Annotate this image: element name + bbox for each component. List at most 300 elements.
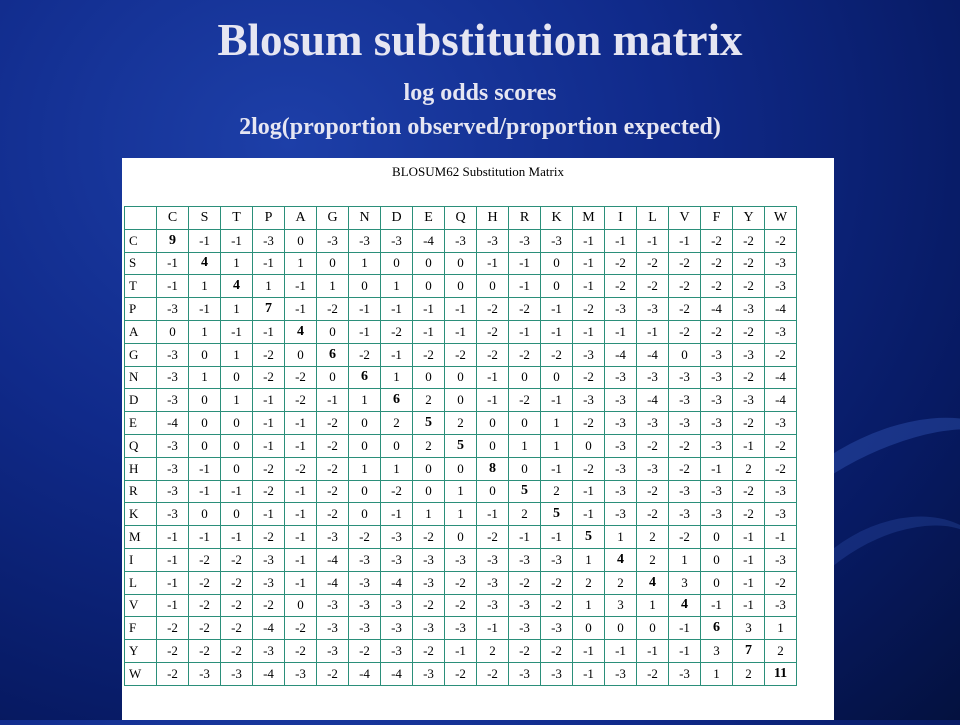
table-cell: 0	[445, 526, 477, 549]
table-cell: -3	[605, 662, 637, 685]
diagonal-cell: 4	[669, 594, 701, 617]
table-cell: -3	[317, 640, 349, 663]
table-cell: -2	[317, 434, 349, 457]
table-cell: -2	[509, 298, 541, 321]
column-header: Q	[445, 207, 477, 230]
table-cell: -4	[253, 617, 285, 640]
table-cell: -3	[669, 366, 701, 389]
table-cell: -3	[765, 503, 797, 526]
table-cell: 1	[317, 275, 349, 298]
column-header: R	[509, 207, 541, 230]
table-cell: 1	[637, 594, 669, 617]
table-cell: -2	[541, 594, 573, 617]
table-cell: -1	[157, 275, 189, 298]
slide-subtitle-formula: 2log(proportion observed/proportion expected)	[239, 114, 721, 140]
table-cell: -3	[253, 640, 285, 663]
table-cell: 0	[413, 252, 445, 275]
table-cell: 1	[509, 434, 541, 457]
row-header: L	[125, 571, 157, 594]
table-cell: -1	[253, 434, 285, 457]
table-row	[125, 229, 797, 252]
table-cell: -1	[381, 298, 413, 321]
table-cell: -1	[285, 503, 317, 526]
table-cell: -3	[157, 457, 189, 480]
table-cell: -3	[477, 229, 509, 252]
row-header: H	[125, 457, 157, 480]
slide-subtitle: log odds scores	[403, 80, 557, 106]
table-cell: 2	[541, 480, 573, 503]
table-cell: -3	[317, 617, 349, 640]
table-cell: -3	[349, 617, 381, 640]
table-cell: 0	[157, 320, 189, 343]
table-cell: -2	[413, 343, 445, 366]
table-cell: -2	[253, 366, 285, 389]
table-cell: 0	[285, 594, 317, 617]
table-cell: -1	[733, 594, 765, 617]
table-cell: -3	[701, 389, 733, 412]
table-cell: 0	[701, 571, 733, 594]
table-row	[125, 320, 797, 343]
matrix-title: BLOSUM62 Substitution Matrix	[392, 164, 564, 179]
table-cell: 2	[637, 548, 669, 571]
table-cell: -2	[509, 640, 541, 663]
table-cell: -1	[637, 640, 669, 663]
table-cell: -3	[157, 343, 189, 366]
table-cell: -1	[157, 252, 189, 275]
table-cell: 0	[509, 366, 541, 389]
table-cell: -3	[765, 480, 797, 503]
table-cell: -2	[381, 320, 413, 343]
table-row	[125, 275, 797, 298]
table-cell: -1	[253, 412, 285, 435]
table-cell: -3	[381, 617, 413, 640]
table-cell: -3	[221, 662, 253, 685]
table-cell: -2	[765, 434, 797, 457]
table-cell: -1	[477, 389, 509, 412]
table-row	[125, 503, 797, 526]
column-header: G	[317, 207, 349, 230]
table-cell: -1	[733, 571, 765, 594]
table-cell: 0	[541, 275, 573, 298]
table-cell: -1	[733, 434, 765, 457]
table-cell: -3	[541, 548, 573, 571]
table-cell: -1	[637, 320, 669, 343]
table-cell: -2	[733, 252, 765, 275]
table-cell: 0	[445, 366, 477, 389]
table-cell: -2	[477, 298, 509, 321]
table-cell: -1	[157, 548, 189, 571]
table-cell: -2	[765, 343, 797, 366]
table-cell: -4	[349, 662, 381, 685]
table-cell: -2	[221, 571, 253, 594]
column-header: T	[221, 207, 253, 230]
table-cell: -3	[349, 571, 381, 594]
table-cell: -2	[157, 662, 189, 685]
table-cell: -1	[253, 503, 285, 526]
table-cell: -1	[637, 229, 669, 252]
table-cell: -1	[477, 366, 509, 389]
table-cell: -2	[573, 457, 605, 480]
table-cell: -1	[285, 480, 317, 503]
table-cell: 2	[413, 389, 445, 412]
table-row	[125, 594, 797, 617]
table-cell: 1	[285, 252, 317, 275]
row-header: D	[125, 389, 157, 412]
table-cell: -3	[701, 503, 733, 526]
table-cell: -1	[445, 298, 477, 321]
table-cell: -2	[413, 594, 445, 617]
table-cell: -1	[733, 526, 765, 549]
table-cell: -3	[413, 662, 445, 685]
diagonal-cell: 5	[445, 434, 477, 457]
table-cell: -3	[605, 389, 637, 412]
table-cell: -1	[381, 343, 413, 366]
table-cell: -2	[701, 229, 733, 252]
table-cell: -2	[541, 571, 573, 594]
table-cell: -1	[701, 457, 733, 480]
table-cell: 0	[445, 389, 477, 412]
table-cell: 1	[221, 252, 253, 275]
table-cell: 1	[349, 389, 381, 412]
table-cell: -2	[317, 412, 349, 435]
table-cell: 0	[509, 412, 541, 435]
table-cell: -1	[573, 320, 605, 343]
table-cell: -2	[541, 343, 573, 366]
table-cell: 1	[413, 503, 445, 526]
table-cell: -2	[477, 320, 509, 343]
row-header: C	[125, 229, 157, 252]
table-cell: 1	[349, 252, 381, 275]
table-cell: 3	[701, 640, 733, 663]
table-cell: -3	[413, 617, 445, 640]
table-cell: 0	[221, 412, 253, 435]
table-cell: -3	[541, 229, 573, 252]
table-cell: 1	[669, 548, 701, 571]
diagonal-cell: 6	[317, 343, 349, 366]
matrix-panel	[122, 158, 834, 720]
table-cell: 0	[381, 434, 413, 457]
table-cell: -3	[573, 389, 605, 412]
table-cell: -2	[541, 640, 573, 663]
table-cell: 0	[477, 275, 509, 298]
table-cell: -1	[157, 526, 189, 549]
table-cell: -1	[509, 320, 541, 343]
table-cell: -1	[541, 526, 573, 549]
table-cell: -3	[669, 389, 701, 412]
table-cell: 2	[509, 503, 541, 526]
table-cell: -3	[509, 229, 541, 252]
table-cell: -3	[701, 343, 733, 366]
row-header: F	[125, 617, 157, 640]
table-cell: -2	[509, 343, 541, 366]
table-cell: 0	[221, 366, 253, 389]
table-body	[125, 229, 797, 685]
table-cell: 1	[445, 480, 477, 503]
table-cell: -2	[381, 480, 413, 503]
table-cell: -1	[445, 320, 477, 343]
table-cell: -3	[765, 320, 797, 343]
table-cell: -2	[733, 275, 765, 298]
diagonal-cell: 8	[477, 457, 509, 480]
table-row	[125, 366, 797, 389]
table-cell: 0	[189, 343, 221, 366]
table-cell: -1	[413, 298, 445, 321]
table-cell: -1	[541, 320, 573, 343]
table-cell: 0	[541, 366, 573, 389]
table-cell: -2	[733, 412, 765, 435]
table-cell: 2	[573, 571, 605, 594]
table-row	[125, 662, 797, 685]
table-cell: -3	[317, 229, 349, 252]
table-cell: -2	[189, 594, 221, 617]
row-header: N	[125, 366, 157, 389]
row-header: W	[125, 662, 157, 685]
table-cell: 0	[477, 434, 509, 457]
table-row	[125, 640, 797, 663]
table-cell: 0	[445, 252, 477, 275]
table-cell: -3	[509, 594, 541, 617]
table-cell: -3	[509, 662, 541, 685]
table-cell: -2	[253, 343, 285, 366]
table-row	[125, 571, 797, 594]
diagonal-cell: 5	[413, 412, 445, 435]
table-cell: -1	[573, 503, 605, 526]
table-cell: 1	[765, 617, 797, 640]
table-cell: -3	[157, 298, 189, 321]
table-row	[125, 412, 797, 435]
table-cell: 0	[669, 343, 701, 366]
table-cell: -3	[637, 298, 669, 321]
table-cell: -3	[637, 457, 669, 480]
table-cell: -3	[317, 526, 349, 549]
table-cell: -2	[253, 594, 285, 617]
table-cell: -4	[253, 662, 285, 685]
table-cell: -3	[765, 548, 797, 571]
table-cell: 1	[381, 275, 413, 298]
table-cell: -2	[477, 526, 509, 549]
column-header: H	[477, 207, 509, 230]
table-row	[125, 389, 797, 412]
row-header: T	[125, 275, 157, 298]
table-cell: -3	[445, 617, 477, 640]
row-header: M	[125, 526, 157, 549]
table-cell: -1	[349, 320, 381, 343]
column-header: Y	[733, 207, 765, 230]
table-cell: -1	[573, 662, 605, 685]
table-cell: 0	[317, 252, 349, 275]
table-cell: -3	[253, 548, 285, 571]
column-header: A	[285, 207, 317, 230]
table-cell: 0	[285, 229, 317, 252]
table-cell: -1	[349, 298, 381, 321]
table-cell: -3	[413, 548, 445, 571]
table-cell: 1	[701, 662, 733, 685]
table-cell: -4	[413, 229, 445, 252]
table-cell: -1	[381, 503, 413, 526]
table-cell: 0	[605, 617, 637, 640]
table-cell: -3	[381, 526, 413, 549]
table-cell: -1	[189, 526, 221, 549]
table-row	[125, 298, 797, 321]
table-cell: 1	[221, 389, 253, 412]
row-header: Y	[125, 640, 157, 663]
table-row	[125, 617, 797, 640]
table-cell: -3	[349, 548, 381, 571]
table-cell: -2	[573, 412, 605, 435]
table-cell: -1	[317, 389, 349, 412]
table-cell: -2	[733, 503, 765, 526]
table-cell: -1	[189, 480, 221, 503]
table-cell: -3	[349, 229, 381, 252]
diagonal-cell: 6	[701, 617, 733, 640]
row-header: I	[125, 548, 157, 571]
table-cell: -1	[285, 571, 317, 594]
table-cell: -1	[253, 389, 285, 412]
table-cell: -1	[157, 594, 189, 617]
table-cell: -1	[445, 640, 477, 663]
table-cell: 2	[733, 457, 765, 480]
table-cell: -3	[285, 662, 317, 685]
table-cell: -3	[733, 298, 765, 321]
table-row	[125, 252, 797, 275]
table-cell: -2	[317, 298, 349, 321]
table-cell: -3	[381, 594, 413, 617]
table-cell: -2	[445, 594, 477, 617]
table-cell: -2	[509, 571, 541, 594]
table-cell: -4	[765, 366, 797, 389]
row-header: K	[125, 503, 157, 526]
table-cell: 1	[349, 457, 381, 480]
table-cell: -1	[669, 617, 701, 640]
table-cell: -4	[381, 662, 413, 685]
table-cell: -1	[285, 275, 317, 298]
table-cell: 1	[381, 457, 413, 480]
table-cell: 0	[349, 412, 381, 435]
table-cell: -2	[445, 571, 477, 594]
table-cell: -3	[669, 503, 701, 526]
table-cell: -1	[541, 457, 573, 480]
table-cell: 1	[189, 320, 221, 343]
table-cell: -2	[253, 457, 285, 480]
table-cell: -3	[413, 571, 445, 594]
table-cell: -3	[253, 229, 285, 252]
table-cell: -3	[573, 343, 605, 366]
diagonal-cell: 4	[221, 275, 253, 298]
table-cell: -2	[221, 594, 253, 617]
table-cell: -2	[285, 366, 317, 389]
table-cell: -1	[477, 617, 509, 640]
table-cell: -2	[221, 640, 253, 663]
table-cell: -1	[669, 640, 701, 663]
table-cell: -2	[285, 640, 317, 663]
diagonal-cell: 4	[189, 252, 221, 275]
table-cell: 0	[445, 457, 477, 480]
table-cell: -2	[445, 662, 477, 685]
column-header: P	[253, 207, 285, 230]
table-cell: 0	[541, 252, 573, 275]
table-cell: -1	[221, 229, 253, 252]
table-cell: -2	[669, 434, 701, 457]
table-cell: 2	[637, 526, 669, 549]
table-cell: -3	[253, 571, 285, 594]
table-cell: 0	[349, 434, 381, 457]
table-cell: 2	[381, 412, 413, 435]
table-cell: 0	[701, 526, 733, 549]
table-cell: 0	[189, 503, 221, 526]
table-cell: -2	[765, 571, 797, 594]
table-cell: -2	[221, 548, 253, 571]
table-cell: -3	[541, 662, 573, 685]
row-header: E	[125, 412, 157, 435]
table-row	[125, 526, 797, 549]
row-header: R	[125, 480, 157, 503]
table-cell: 0	[189, 434, 221, 457]
column-header: W	[765, 207, 797, 230]
table-cell: 1	[445, 503, 477, 526]
slide-title: Blosum substitution matrix	[217, 15, 743, 65]
table-cell: -2	[221, 617, 253, 640]
table-cell: -3	[445, 548, 477, 571]
table-cell: -1	[285, 298, 317, 321]
table-cell: -3	[605, 480, 637, 503]
table-cell: 0	[701, 548, 733, 571]
table-cell: -3	[765, 275, 797, 298]
table-cell: -3	[157, 503, 189, 526]
table-cell: 3	[605, 594, 637, 617]
table-cell: -2	[413, 640, 445, 663]
table-cell: 0	[413, 457, 445, 480]
diagonal-cell: 4	[605, 548, 637, 571]
table-cell: 3	[669, 571, 701, 594]
diagonal-cell: 7	[733, 640, 765, 663]
column-header: I	[605, 207, 637, 230]
table-cell: 0	[221, 503, 253, 526]
table-cell: -2	[285, 389, 317, 412]
table-cell: 0	[317, 320, 349, 343]
table-cell: -3	[637, 366, 669, 389]
table-cell: -1	[189, 298, 221, 321]
table-cell: -1	[733, 548, 765, 571]
table-cell: -2	[317, 457, 349, 480]
table-cell: -2	[573, 298, 605, 321]
table-cell: 1	[253, 275, 285, 298]
table-cell: -3	[157, 480, 189, 503]
table-cell: -3	[765, 252, 797, 275]
table-cell: -3	[381, 229, 413, 252]
table-cell: -2	[637, 434, 669, 457]
table-cell: -3	[605, 503, 637, 526]
table-cell: 0	[445, 275, 477, 298]
table-cell: -1	[573, 252, 605, 275]
table-cell: -3	[605, 366, 637, 389]
table-cell: -1	[701, 594, 733, 617]
table-cell: -1	[413, 320, 445, 343]
table-cell: -2	[189, 617, 221, 640]
table-cell: -3	[605, 434, 637, 457]
column-header: N	[349, 207, 381, 230]
column-header: L	[637, 207, 669, 230]
table-cell: -3	[157, 389, 189, 412]
table-cell: -2	[701, 275, 733, 298]
row-header: P	[125, 298, 157, 321]
diagonal-cell: 6	[349, 366, 381, 389]
table-cell: -2	[669, 252, 701, 275]
table-cell: -3	[381, 640, 413, 663]
table-cell: -2	[669, 298, 701, 321]
table-cell: 0	[573, 434, 605, 457]
table-row	[125, 434, 797, 457]
table-cell: 2	[605, 571, 637, 594]
